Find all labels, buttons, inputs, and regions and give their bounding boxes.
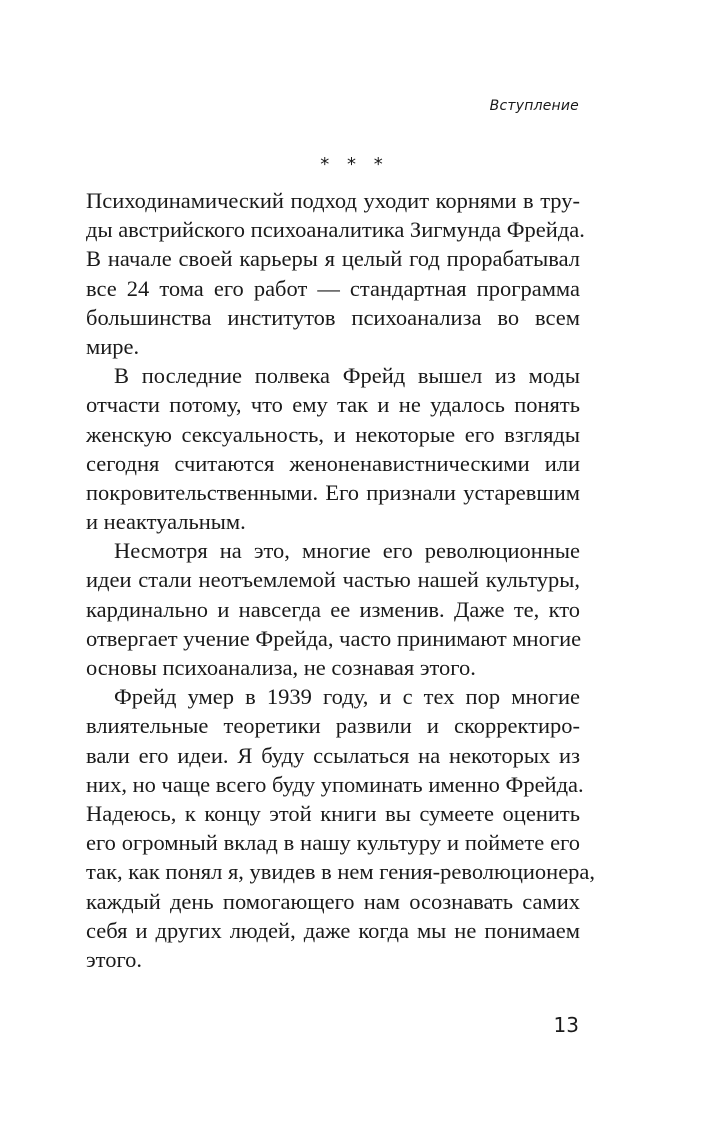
text-line: В начале своей карьеры я целый год прорабатывал [86,246,580,272]
text-line: большинства институтов психоанализа во всем [86,304,580,330]
text-line: и неактуальным. [86,509,246,535]
text-line: женскую сексуальность, и некоторые его взгляды [86,421,580,447]
text-line: этого. [86,946,142,972]
text-line: влиятельные теоретики развили и скорректиро- [86,713,580,739]
text-line: отвергает учение Фрейда, часто принимают многие [86,625,582,651]
text-line: его огромный вклад в нашу культуру и поймете его [86,830,580,856]
text-line: так, как понял я, увидев в нем гения-революционера, [86,859,596,885]
paragraph [86,536,580,682]
running-head: Вступление [489,98,579,114]
section-separator: * * * [320,154,389,175]
text-line: мире. [86,333,140,359]
text-line: них, но чаще всего буду упоминать именно Фрейда. [86,771,584,797]
paragraph [86,186,585,361]
text-line: покровительственными. Его признали устаревшим [86,479,580,505]
text-line: отчасти потому, что ему так и не удалось понять [86,392,580,418]
text-line: кардинально и навсегда ее изменив. Даже те, кто [86,596,580,622]
text-line: ды австрийского психоаналитика Зигмунда Фрейда. [86,217,585,243]
text-line: Фрейд умер в 1939 году, и с тех пор многие [114,684,580,710]
text-line: Несмотря на это, многие его революционные [114,538,580,564]
text-line: идеи стали неотъемлемой частью нашей культуры, [86,567,580,593]
page-number: 13 [553,1013,579,1037]
text-line: основы психоанализа, не сознавая этого. [86,655,476,680]
text-line: Надеюсь, к концу этой книги вы сумеете оценить [86,800,580,826]
text-line: вали его идеи. Я буду ссылаться на некоторых из [86,742,580,768]
text-line: все 24 тома его работ — стандартная программа [86,275,580,301]
text-line: каждый день помогающего нам осознавать самих [86,888,580,914]
text-line: Психодинамический подход уходит корнями в тру- [86,188,580,213]
paragraph [86,682,596,974]
text-line: себя и других людей, даже когда мы не понимаем [86,917,580,943]
text-line: сегодня считаются женоненавистническими или [86,450,580,476]
text-line: В последние полвека Фрейд вышел из моды [114,363,580,389]
body-text [86,186,596,974]
paragraph [86,361,580,536]
